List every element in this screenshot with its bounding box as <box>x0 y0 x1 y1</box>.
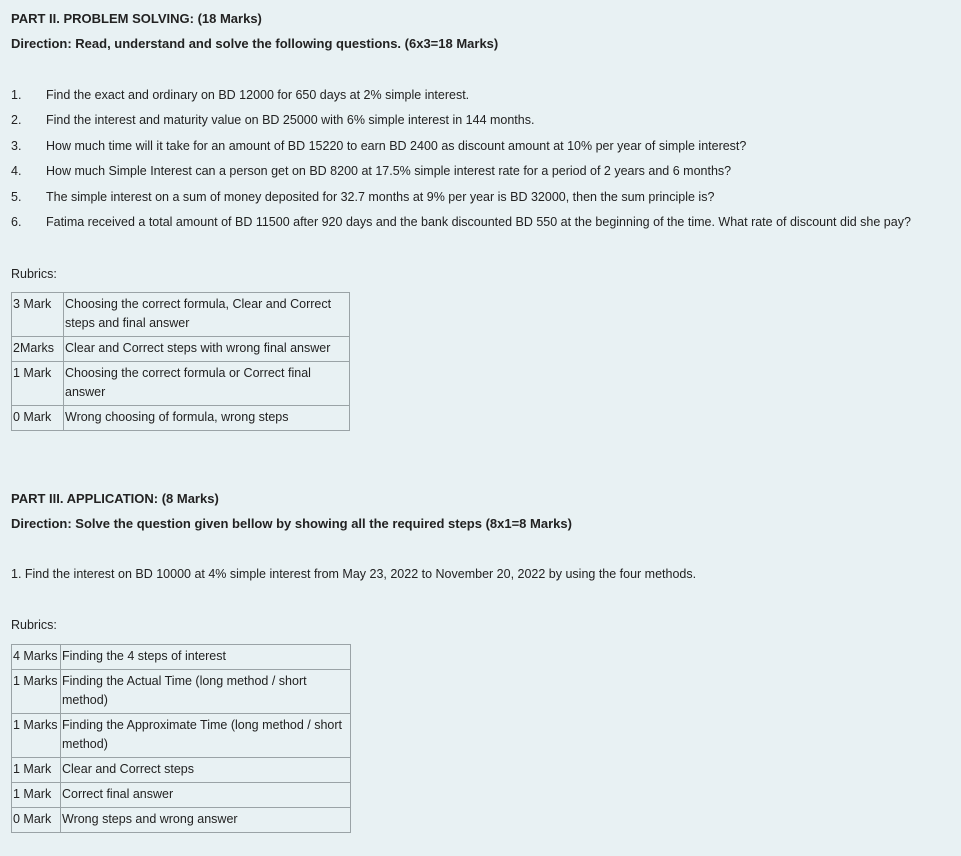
rubric-description: Finding the Actual Time (long method / short method) <box>61 670 351 714</box>
rubric-description: Choosing the correct formula or Correct final answer <box>64 362 350 406</box>
question-text: Find the exact and ordinary on BD 12000 for 650 days at 2% simple interest. <box>46 88 470 102</box>
rubric-description: Finding the 4 steps of interest <box>61 645 351 670</box>
table-row <box>12 362 350 406</box>
rubric-mark: 1 Mark <box>12 758 61 783</box>
rubric-mark: 4 Marks <box>12 645 61 670</box>
part2-rubrics-label: Rubrics: <box>11 267 57 281</box>
table-row <box>12 293 350 337</box>
part2-title: PART II. PROBLEM SOLVING: (18 Marks) <box>11 11 262 26</box>
question-number: 4. <box>11 164 22 178</box>
question-text: Find the interest and maturity value on BD 25000 with 6% simple interest in 144 months. <box>46 113 535 127</box>
rubric-description: Finding the Approximate Time (long method / short method) <box>61 714 351 758</box>
table-row <box>12 714 351 758</box>
rubric-description: Correct final answer <box>61 783 351 808</box>
table-row <box>12 808 351 833</box>
question-number: 2. <box>11 113 22 127</box>
rubric-mark: 0 Mark <box>12 406 64 431</box>
question-text: How much time will it take for an amount of BD 15220 to earn BD 2400 as discount amount at 10% per year of simple interest? <box>46 139 747 153</box>
question-text: How much Simple Interest can a person get on BD 8200 at 17.5% simple interest rate for a period of 2 years and 6 months? <box>46 164 732 178</box>
rubric-mark: 1 Mark <box>12 783 61 808</box>
part3-question: 1. Find the interest on BD 10000 at 4% simple interest from May 23, 2022 to November 20, 2022 by using the four methods. <box>11 567 697 581</box>
rubric-mark: 1 Marks <box>12 714 61 758</box>
table-row <box>12 645 351 670</box>
table-row <box>12 758 351 783</box>
question-text: The simple interest on a sum of money deposited for 32.7 months at 9% per year is BD 32000, then the sum principle is? <box>46 190 715 204</box>
part3-title: PART III. APPLICATION: (8 Marks) <box>11 491 219 506</box>
part2-direction: Direction: Read, understand and solve the following questions. (6x3=18 Marks) <box>11 36 499 51</box>
table-row <box>12 670 351 714</box>
rubric-description: Clear and Correct steps <box>61 758 351 783</box>
question-number: 6. <box>11 215 22 229</box>
rubric-mark: 1 Marks <box>12 670 61 714</box>
table-row <box>12 783 351 808</box>
rubric-mark: 1 Mark <box>12 362 64 406</box>
table-row <box>12 337 350 362</box>
question-number: 5. <box>11 190 22 204</box>
part2-rubrics-table <box>11 292 350 431</box>
question-number: 3. <box>11 139 22 153</box>
part3-rubrics-table <box>11 644 351 833</box>
question-number: 1. <box>11 88 22 102</box>
rubric-mark: 2Marks <box>12 337 64 362</box>
part3-rubrics-label: Rubrics: <box>11 618 57 632</box>
rubric-description: Choosing the correct formula, Clear and Correct steps and final answer <box>64 293 350 337</box>
rubric-mark: 3 Mark <box>12 293 64 337</box>
rubric-description: Wrong choosing of formula, wrong steps <box>64 406 350 431</box>
part3-direction: Direction: Solve the question given bellow by showing all the required steps (8x1=8 Marks) <box>11 516 572 531</box>
rubric-mark: 0 Mark <box>12 808 61 833</box>
rubric-description: Clear and Correct steps with wrong final answer <box>64 337 350 362</box>
question-text: Fatima received a total amount of BD 11500 after 920 days and the bank discounted BD 550 at the beginning of the time. What rate of discount did she pay? <box>46 215 911 229</box>
table-row <box>12 406 350 431</box>
rubric-description: Wrong steps and wrong answer <box>61 808 351 833</box>
